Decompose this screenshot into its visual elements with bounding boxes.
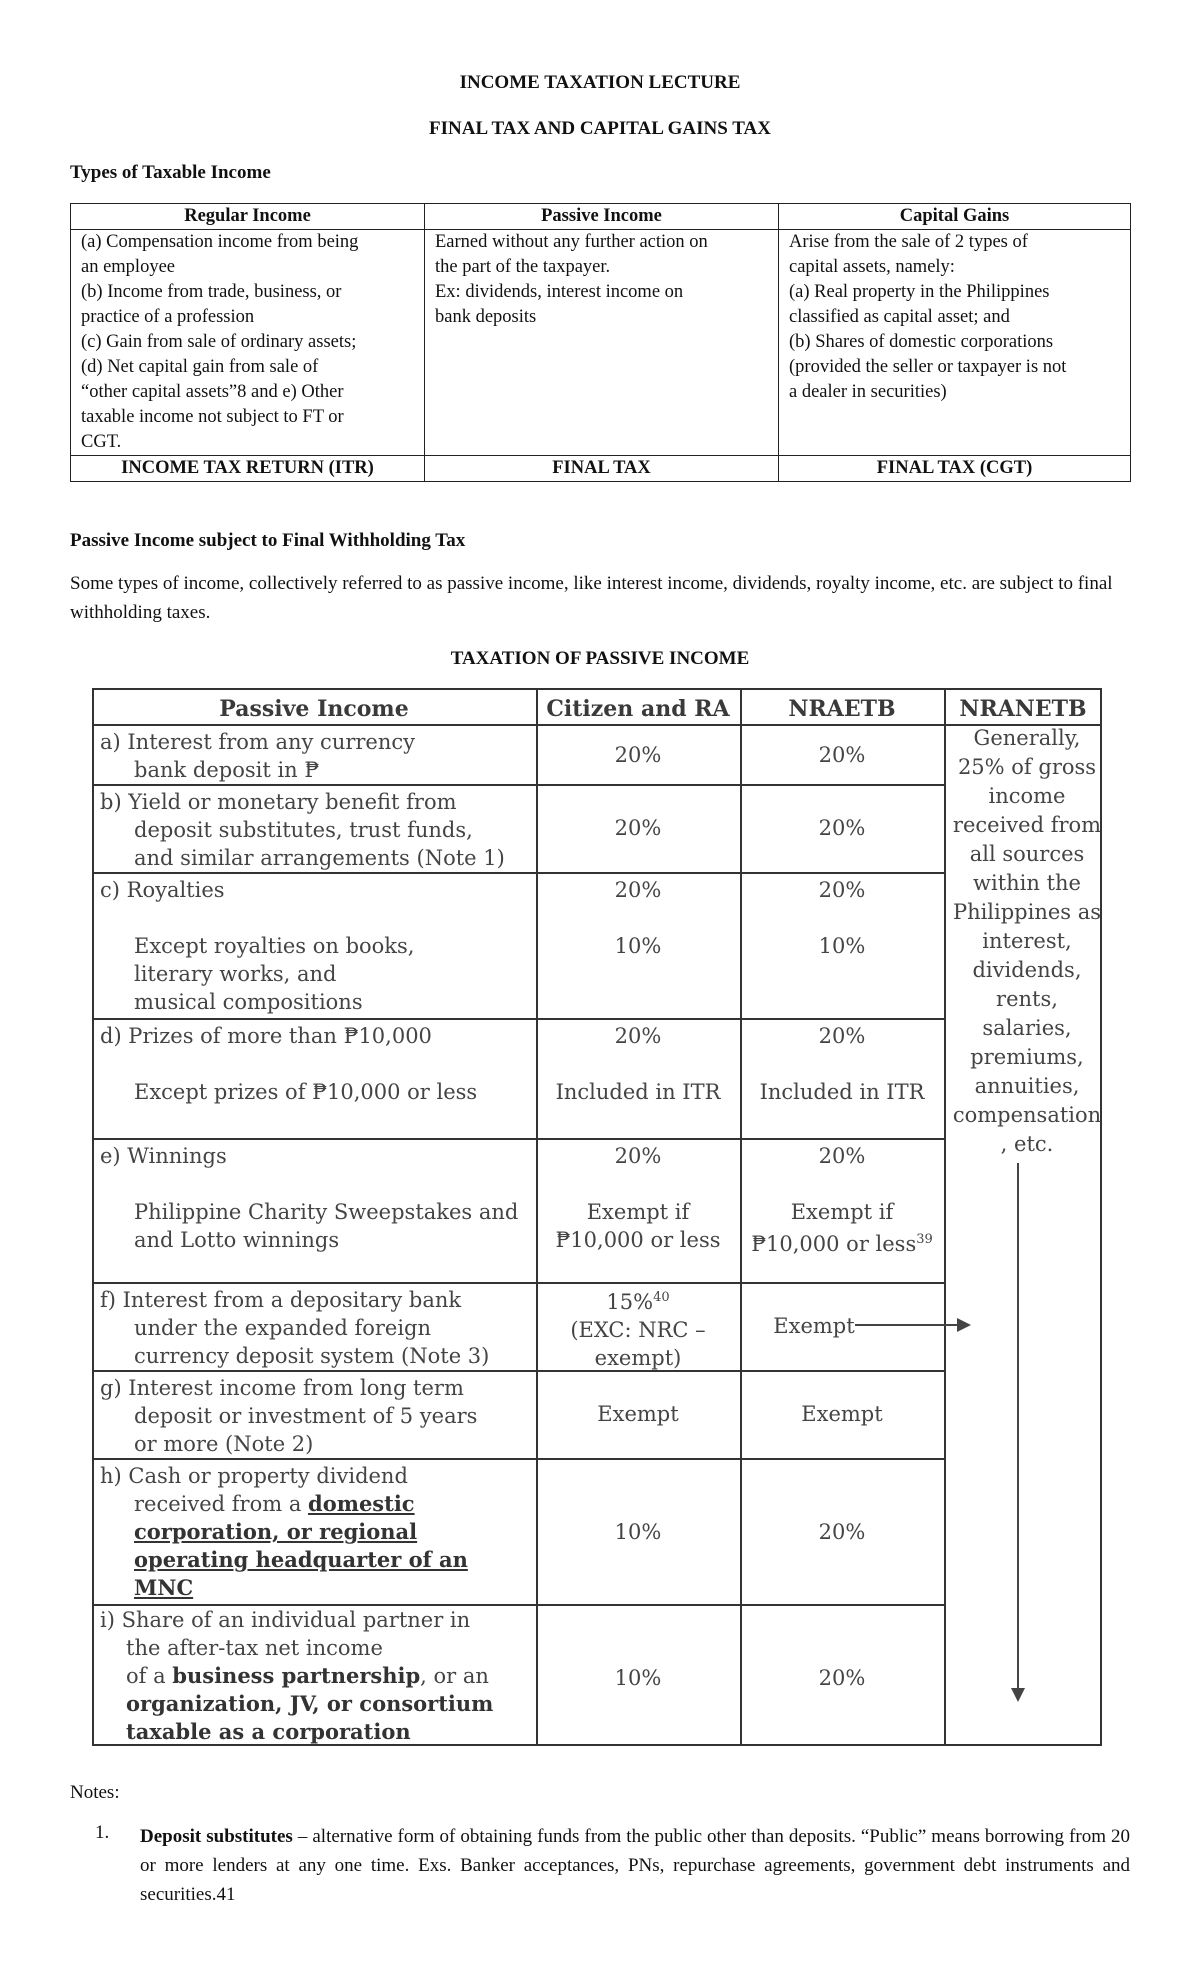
text-line: of a [126,1664,173,1688]
text-line: an employee [81,257,175,277]
row-a-citizen-rate: 20% [614,743,662,767]
row-a-label [100,728,415,784]
text-line: corporation, or regional [134,1519,418,1544]
text-line: bank deposit in ₱ [134,758,320,782]
grid-line [92,1018,944,1020]
row-f-nraetb-rate: Exempt [773,1314,855,1338]
footnote-ref: 40 [653,1290,670,1305]
text-line: currency deposit system (Note 3) [134,1344,490,1368]
row-c-label [100,876,415,1016]
text-line: 15% [606,1290,654,1314]
grid-line [92,784,944,786]
types-heading: Types of Taxable Income [70,162,271,183]
text-line: i) Share of an individual partner in [100,1608,471,1632]
row-d-except-nraetb-rate: Included in ITR [759,1080,925,1104]
row-c-nraetb-rate: 20% [818,878,866,902]
footnote-ref: 39 [916,1232,933,1247]
header-passive-income: Passive Income [219,696,409,722]
passive-income-cell [425,230,779,456]
row-a-nraetb-rate: 20% [818,743,866,767]
row-g-label [100,1374,477,1458]
footer-final-tax: FINAL TAX [425,456,779,482]
row-c-citizen-rate: 20% [614,878,662,902]
text-line: f) Interest from a depositary bank [100,1288,462,1312]
types-header-row [71,204,1131,230]
text-line: compensation [952,1103,1102,1127]
row-g-citizen-rate: Exempt [597,1402,679,1426]
text-line: Exempt if [586,1200,690,1224]
passive-heading: Passive Income subject to Final Withholding Tax [70,530,466,551]
grid-line [92,872,944,874]
types-footer-row [71,456,1131,482]
text-line: salaries, [982,1016,1072,1040]
grid-line [92,1370,944,1372]
text-line: and Lotto winnings [134,1228,340,1252]
text-line: business partnership [172,1663,421,1688]
text-line: e) Winnings [100,1144,227,1168]
text-line: h) Cash or property dividend [100,1464,408,1488]
row-c-except-citizen-rate: 10% [614,934,662,958]
row-e-except-nraetb-rate [740,1198,944,1258]
row-h-label [100,1462,468,1602]
grid-line [92,1138,944,1140]
text-line: c) Royalties [100,878,225,902]
header-citizen-ra: Citizen and RA [546,696,730,722]
text-line: (d) Net capital gain from sale of [81,357,319,377]
text-line: Except prizes of ₱10,000 or less [134,1080,478,1104]
row-d-label [100,1022,477,1106]
row-b-nraetb-rate: 20% [818,816,866,840]
text-line: rents, [996,987,1058,1011]
grid-line [944,688,946,1746]
text-line: (provided the seller or taxpayer is not [789,357,1067,377]
text-line: “other capital assets”8 and e) Other [81,382,344,402]
col-capital-gains: Capital Gains [779,204,1131,230]
text-line: bank deposits [435,307,537,327]
row-i-label [100,1606,493,1746]
nranetb-note [947,724,1107,1159]
grid-line [92,688,1102,690]
text-line: a dealer in securities) [789,382,947,402]
text-line: , or an [420,1664,489,1688]
text-line: and similar arrangements (Note 1) [134,846,505,870]
grid-line [92,1282,944,1284]
row-g-nraetb-rate: Exempt [801,1402,883,1426]
row-d-nraetb-rate: 20% [818,1024,866,1048]
note-term: Deposit substitutes [140,1826,293,1847]
row-b-citizen-rate: 20% [614,816,662,840]
text-line: premiums, [970,1045,1084,1069]
text-line: the part of the taxpayer. [435,257,611,277]
text-line: exempt) [594,1346,682,1370]
row-b-label [100,788,505,872]
text-line: deposit or investment of 5 years [134,1404,478,1428]
text-line: received from [952,813,1102,837]
text-line: Arise from the sale of 2 types of [789,232,1028,252]
text-line: (c) Gain from sale of ordinary assets; [81,332,357,352]
text-line: MNC [134,1575,194,1600]
row-e-nraetb-rate: 20% [818,1144,866,1168]
passive-table-title: TAXATION OF PASSIVE INCOME [450,648,750,669]
row-f-label [100,1286,489,1370]
notes-label: Notes: [70,1782,120,1803]
text-line: d) Prizes of more than ₱10,000 [100,1024,432,1048]
text-line: literary works, and [134,962,337,986]
grid-line [92,688,94,1746]
document-title: INCOME TAXATION LECTURE [459,72,741,93]
col-regular-income: Regular Income [71,204,425,230]
text-line: a) Interest from any currency [100,730,415,754]
row-e-label [100,1142,518,1254]
text-line: annuities, [974,1074,1080,1098]
text-line: musical compositions [134,990,363,1014]
note-text [140,1822,1130,1909]
text-line: under the expanded foreign [134,1316,432,1340]
text-line: ₱10,000 or less [555,1228,721,1252]
text-line: income [988,784,1066,808]
note-number: 1. [95,1822,110,1843]
types-body-row [71,230,1131,456]
text-line: within the [973,871,1081,895]
text-line: received from a [134,1492,309,1516]
text-line: g) Interest income from long term [100,1376,464,1400]
row-e-except-citizen-rate [536,1198,740,1254]
row-c-except-nraetb-rate: 10% [818,934,866,958]
right-arrow-icon [855,1324,960,1326]
passive-income-table [92,688,1102,1746]
passive-paragraph: Some types of income, collectively referred to as passive income, like interest income, dividends, royalty income, etc. are subject to final withholding taxes. [70,573,1113,623]
right-arrow-head-icon [957,1318,971,1332]
text-line: taxable as a corporation [126,1719,411,1744]
footer-itr: INCOME TAX RETURN (ITR) [71,456,425,482]
text-line: Except royalties on books, [134,934,415,958]
row-h-citizen-rate: 10% [614,1520,662,1544]
text-line: operating headquarter of an [134,1547,468,1572]
text-line: (EXC: NRC – [570,1318,706,1342]
text-line: CGT. [81,432,122,452]
text-line: interest, [982,929,1072,953]
text-line: ₱10,000 or less [751,1232,917,1256]
text-line: all sources [969,842,1085,866]
text-line: classified as capital asset; and [789,307,1010,327]
col-passive-income: Passive Income [425,204,779,230]
row-i-nraetb-rate: 20% [818,1666,866,1690]
text-line: Ex: dividends, interest income on [435,282,684,302]
header-nranetb: NRANETB [959,696,1087,722]
text-line: taxable income not subject to FT or [81,407,344,427]
text-line: dividends, [972,958,1082,982]
grid-line [92,1458,944,1460]
text-line: organization, JV, or consortium [126,1691,494,1716]
text-line: Exempt if [790,1200,894,1224]
text-line: b) Yield or monetary benefit from [100,790,457,814]
text-line: Generally, [973,726,1081,750]
text-line: deposit substitutes, trust funds, [134,818,473,842]
row-f-citizen-rate [536,1284,740,1372]
text-line: (b) Income from trade, business, or [81,282,342,302]
text-line: Philippine Charity Sweepstakes and [134,1200,519,1224]
text-line: or more (Note 2) [134,1432,314,1456]
capital-gains-cell [779,230,1131,456]
types-of-income-table [70,203,1131,482]
text-line: (a) Compensation income from being [81,232,359,252]
row-d-except-citizen-rate: Included in ITR [555,1080,721,1104]
text-line: Earned without any further action on [435,232,708,252]
text-line: 25% of gross [957,755,1097,779]
text-line: Philippines as [952,900,1102,924]
text-line: , etc. [1000,1132,1054,1156]
note-body: – alternative form of obtaining funds from the public other than deposits. “Public” means borrowing from 20 or more lenders at any one time. Exs. Banker acceptances, PNs, repurchase agreements, government debt instruments and securities.41 [140,1826,1130,1905]
header-nraetb: NRAETB [788,696,896,722]
regular-income-cell [71,230,425,456]
row-d-citizen-rate: 20% [614,1024,662,1048]
text-line: capital assets, namely: [789,257,955,277]
text-line: domestic [308,1491,415,1516]
row-h-nraetb-rate: 20% [818,1520,866,1544]
footer-cgt: FINAL TAX (CGT) [779,456,1131,482]
down-arrow-head-icon [1011,1688,1025,1702]
text-line: (b) Shares of domestic corporations [789,332,1054,352]
row-i-citizen-rate: 10% [614,1666,662,1690]
text-line: the after-tax net income [126,1636,383,1660]
text-line: (a) Real property in the Philippines [789,282,1050,302]
down-arrow-icon [1017,1163,1019,1693]
document-subtitle: FINAL TAX AND CAPITAL GAINS TAX [429,118,771,139]
row-e-citizen-rate: 20% [614,1144,662,1168]
text-line: practice of a profession [81,307,255,327]
